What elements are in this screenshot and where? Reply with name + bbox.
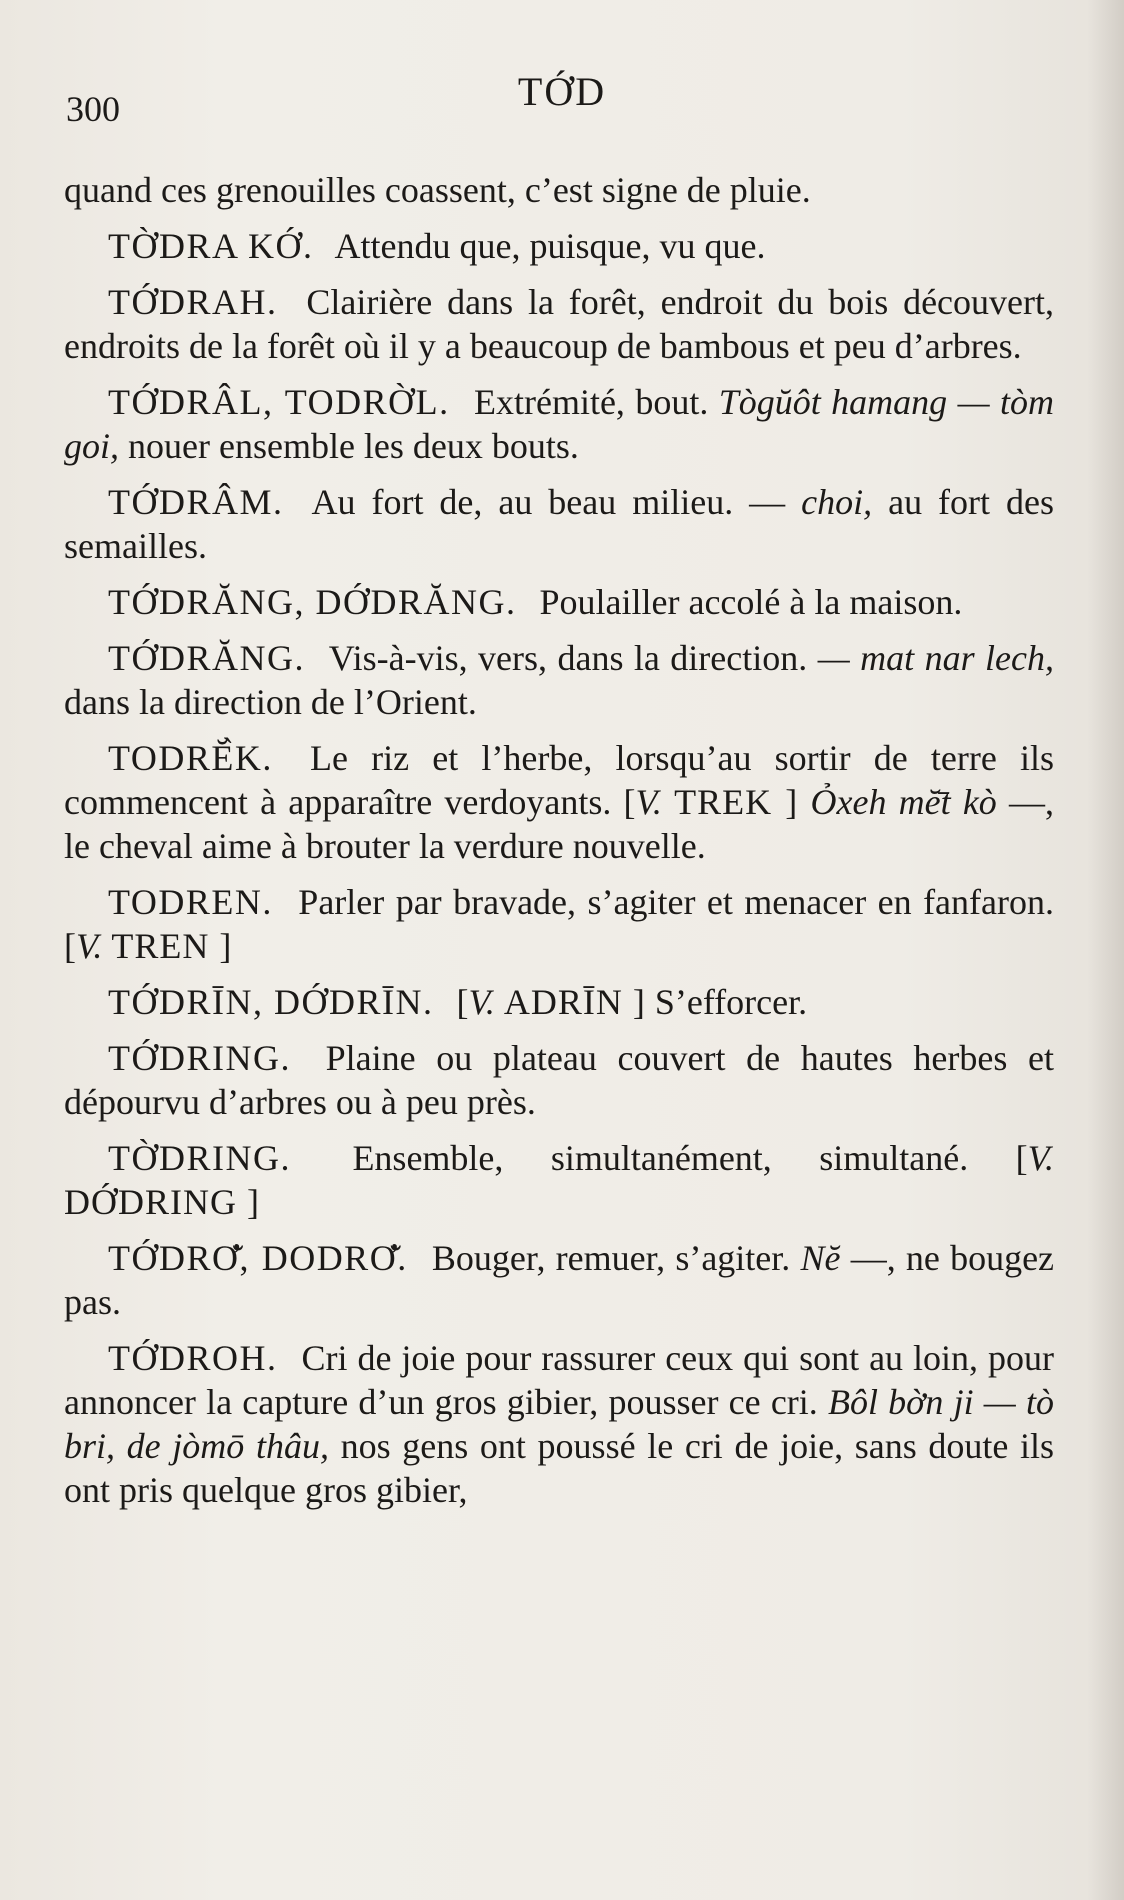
entry-todrek	[64, 736, 1054, 868]
entry-definition: Plaine ou plateau couvert de hautes herbes et dépourvu d’arbres ou à peu près.	[64, 1038, 1054, 1122]
entry-todring-ensemble	[64, 1136, 1054, 1224]
page-header	[0, 62, 1124, 129]
entry-definition: quand ces grenouilles coassent, c’est signe de pluie.	[64, 170, 811, 210]
entry-reference: TREN ]	[111, 926, 233, 966]
entry-reference: ADRĪN ]	[503, 982, 646, 1022]
entry-continuation	[64, 168, 1054, 212]
entry-example: choi,	[801, 482, 873, 522]
entry-translation: nouer ensemble les deux bouts.	[128, 426, 579, 466]
entry-todrin	[64, 980, 1054, 1024]
entry-bracket: [	[456, 982, 469, 1022]
entry-headword: TỜDRING.	[108, 1138, 291, 1178]
entry-headword: TODREN.	[108, 882, 273, 922]
entry-headword: TODRĔ̀K.	[108, 738, 273, 778]
entry-example: — mat nar lech,	[817, 638, 1054, 678]
entry-todram	[64, 480, 1054, 568]
entry-definition: Le riz et l’herbe, lorsqu’au sortir de terre ils commencent à apparaître verdoyants. [	[64, 738, 1054, 822]
entry-reference-marker: V.	[468, 982, 495, 1022]
entry-reference: TREK ]	[674, 782, 799, 822]
entry-todrang	[64, 636, 1054, 724]
entry-example: Tògŭôt hamang — tòm goi,	[64, 382, 1054, 466]
entry-definition: Au fort de, au beau milieu. —	[311, 482, 786, 522]
entry-definition: Clairière dans la forêt, endroit du bois découvert, endroits de la forêt où il y a beaucoup de bambous et peu d’arbres.	[64, 282, 1054, 366]
dictionary-text	[64, 168, 1054, 1524]
entry-todrah	[64, 280, 1054, 368]
page-edge-shadow	[1088, 0, 1124, 1900]
entry-todroh	[64, 1336, 1054, 1512]
entry-headword: TỚDRAH.	[108, 282, 278, 322]
entry-definition: Attendu que, puisque, vu que.	[334, 226, 766, 266]
entry-headword: TỚDROH.	[108, 1338, 278, 1378]
entry-headword: TỚDRĂNG.	[108, 638, 305, 678]
entry-headword: TỜDRA KỚ.	[108, 226, 314, 266]
entry-translation: nos gens ont poussé le cri de joie, sans doute ils ont pris quelque gros gibier,	[64, 1426, 1055, 1510]
entry-translation: dans la direction de l’Orient.	[64, 682, 477, 722]
page-number: 300	[66, 89, 120, 129]
entry-translation: —, le cheval aime à brouter la verdure nouvelle.	[64, 782, 1055, 866]
entry-headword: TỚDRING.	[108, 1038, 291, 1078]
entry-todring-plaine	[64, 1036, 1054, 1124]
entry-headword: TỚDRĪN, DỚDRĪN.	[108, 982, 434, 1022]
entry-reference: DỚDRING ]	[64, 1182, 260, 1222]
entry-todra-ko	[64, 224, 1054, 268]
entry-todral	[64, 380, 1054, 468]
entry-definition: Ensemble, simultanément, simultané. [	[352, 1138, 1028, 1178]
entry-headword: TỚDRÂL, TODRỜL.	[108, 382, 450, 422]
entry-definition: Poulailler accolé à la maison.	[539, 582, 963, 622]
entry-definition: Cri de joie pour rassurer ceux qui sont au loin, pour annoncer la capture d’un gros gibier, pousser ce cri.	[64, 1338, 1054, 1422]
running-head: TỚD	[517, 69, 607, 114]
entry-todrang-dodrang	[64, 580, 1054, 624]
entry-example: Bôl bờn ji — tò bri, de jòmō thâu,	[64, 1382, 1054, 1466]
entry-reference-marker: V.	[635, 782, 662, 822]
entry-definition: Parler par bravade, s’agiter et menacer en fanfaron. [	[64, 882, 1054, 966]
entry-example: Ỏxeh mĕ̄t kò	[810, 782, 997, 822]
entry-definition: S’efforcer.	[654, 982, 808, 1022]
entry-headword: TỚDRƠ̆, DODRƠ̆.	[108, 1238, 408, 1278]
entry-todro	[64, 1236, 1054, 1324]
entry-example: Nĕ	[800, 1238, 841, 1278]
entry-translation: au fort des semailles.	[64, 482, 1054, 566]
entry-definition: Extrémité, bout.	[473, 382, 709, 422]
entry-reference-marker: V.	[76, 926, 103, 966]
entry-reference-marker: V.	[1027, 1138, 1055, 1178]
entry-headword: TỚDRĂNG, DỚDRĂNG.	[108, 582, 517, 622]
entry-definition: Bouger, remuer, s’agiter.	[431, 1238, 791, 1278]
entry-todren	[64, 880, 1054, 968]
entry-translation: —, ne bougez pas.	[64, 1238, 1055, 1322]
entry-headword: TỚDRÂM.	[108, 482, 284, 522]
entry-definition: Vis-à-vis, vers, dans la direction.	[328, 638, 808, 678]
